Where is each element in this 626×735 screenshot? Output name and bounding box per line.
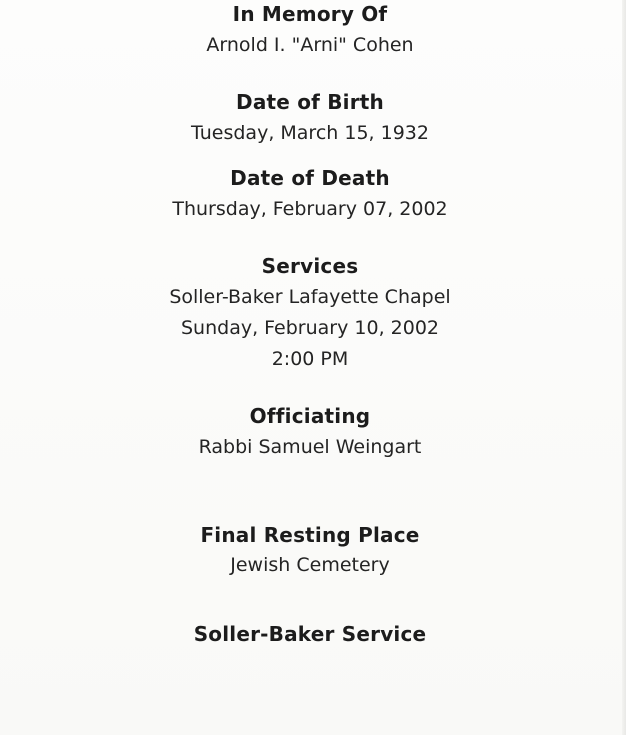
officiant-name: Rabbi Samuel Weingart [198,436,422,458]
services-heading: Services [261,254,359,278]
birth-date: Tuesday, March 15, 1932 [191,122,429,144]
services-location: Soller-Baker Lafayette Chapel [169,286,451,308]
deceased-name: Arnold I. "Arni" Cohen [206,34,414,56]
services-date: Sunday, February 10, 2002 [180,317,439,339]
resting-place-heading: Final Resting Place [200,523,420,547]
death-date: Thursday, February 07, 2002 [172,198,448,220]
memory-heading: In Memory Of [232,2,388,26]
page-edge [622,0,626,735]
footer-service: Soller-Baker Service [193,622,427,646]
death-heading: Date of Death [230,166,390,190]
resting-place: Jewish Cemetery [230,554,390,576]
birth-heading: Date of Birth [236,90,384,114]
officiating-heading: Officiating [249,404,371,428]
services-time: 2:00 PM [271,348,349,370]
